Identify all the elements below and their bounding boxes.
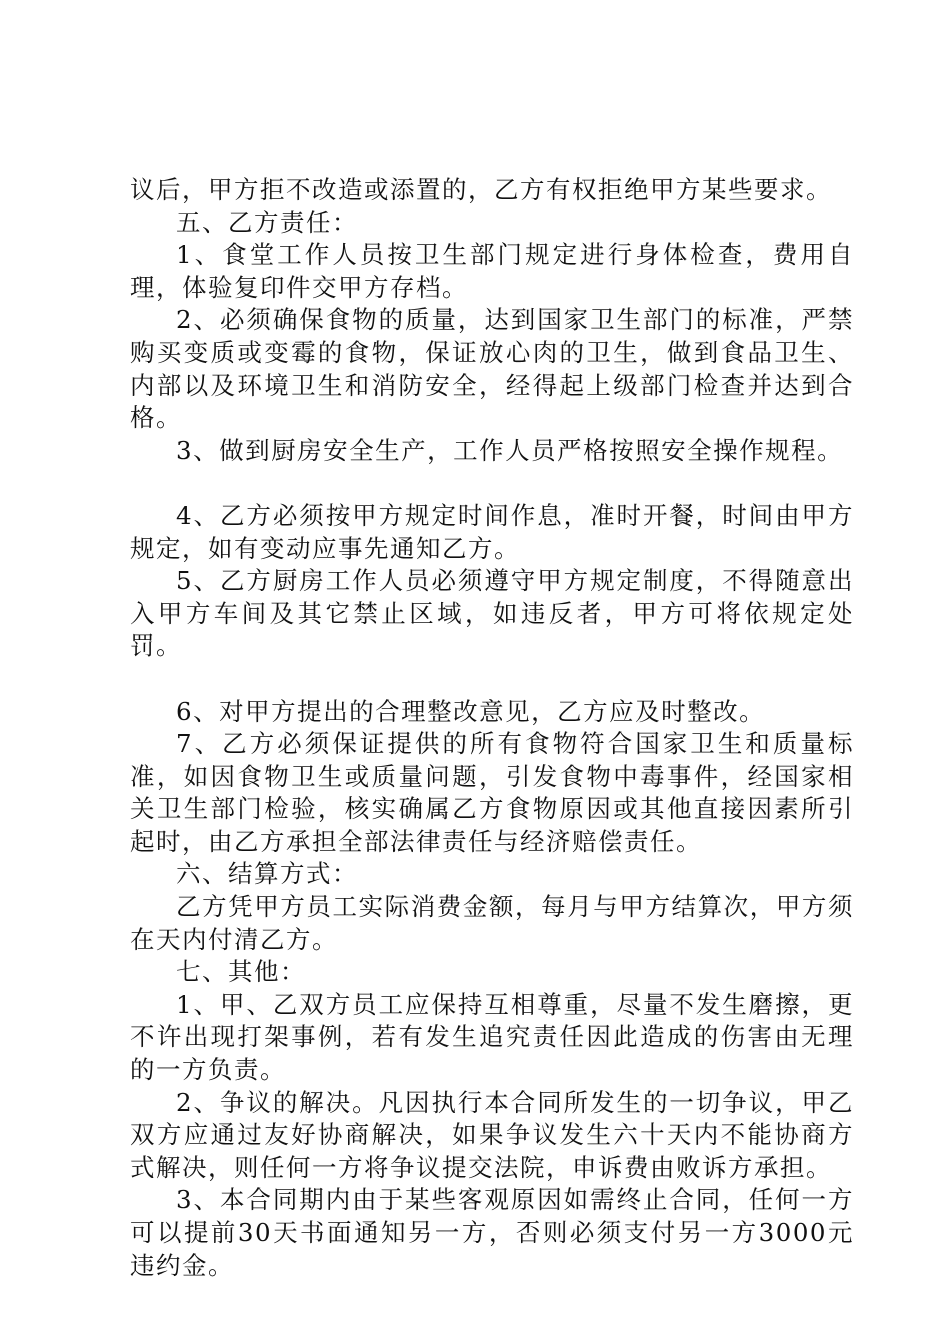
section-heading-other: 七、其他： <box>176 957 306 987</box>
clause-other-3: 3、本合同期内由于某些客观原因如需终止合同，任何一方可以提前30天书面通知另一方，否则必须支付另一方3000元违约金。 <box>130 1185 854 1280</box>
clause-other-2: 2、争议的解决。凡因执行本合同所发生的一切争议，甲乙双方应通过友好协商解决，如果争议发生六十天内不能协商方式解决，则任何一方将争议提交法院，申诉费由败诉方承担。 <box>130 1087 854 1182</box>
clause-b-2: 2、必须确保食物的质量，达到国家卫生部门的标准，严禁购买变质或变霉的食物，保证放心肉的卫生，做到食品卫生、内部以及环境卫生和消防安全，经得起上级部门检查并达到合格。 <box>130 305 854 433</box>
clause-b-1: 1、食堂工作人员按卫生部门规定进行身体检查，费用自理，体验复印件交甲方存档。 <box>130 240 854 302</box>
clause-b-7: 7、乙方必须保证提供的所有食物符合国家卫生和质量标准，如因食物卫生或质量问题，引发食物中毒事件，经国家相关卫生部门检验，核实确属乙方食物原因或其他直接因素所引起时，由乙方承担全部法律责任与经济赔偿责任。 <box>130 729 854 856</box>
document-body <box>130 174 854 1282</box>
paragraph-continuation: 议后，甲方拒不改造或添置的，乙方有权拒绝甲方某些要求。 <box>130 175 832 204</box>
clause-b-6: 6、对甲方提出的合理整改意见，乙方应及时整改。 <box>176 696 766 726</box>
clause-b-3: 3、做到厨房安全生产，工作人员严格按照安全操作规程。 <box>176 435 844 465</box>
clause-b-5: 5、乙方厨房工作人员必须遵守甲方规定制度，不得随意出入甲方车间及其它禁止区域，如违反者，甲方可将依规定处罚。 <box>130 566 854 661</box>
section-heading-party-b-duties: 五、乙方责任： <box>176 207 358 237</box>
settlement-text: 乙方凭甲方员工实际消费金额，每月与甲方结算次，甲方须在天内付清乙方。 <box>130 892 854 954</box>
clause-b-4: 4、乙方必须按甲方规定时间作息，准时开餐，时间由甲方规定，如有变动应事先通知乙方。 <box>130 500 854 563</box>
section-heading-settlement: 六、结算方式： <box>176 859 358 889</box>
clause-other-1: 1、甲、乙双方员工应保持互相尊重，尽量不发生磨擦，更不许出现打架事例，若有发生追究责任因此造成的伤害由无理的一方负责。 <box>130 989 854 1085</box>
